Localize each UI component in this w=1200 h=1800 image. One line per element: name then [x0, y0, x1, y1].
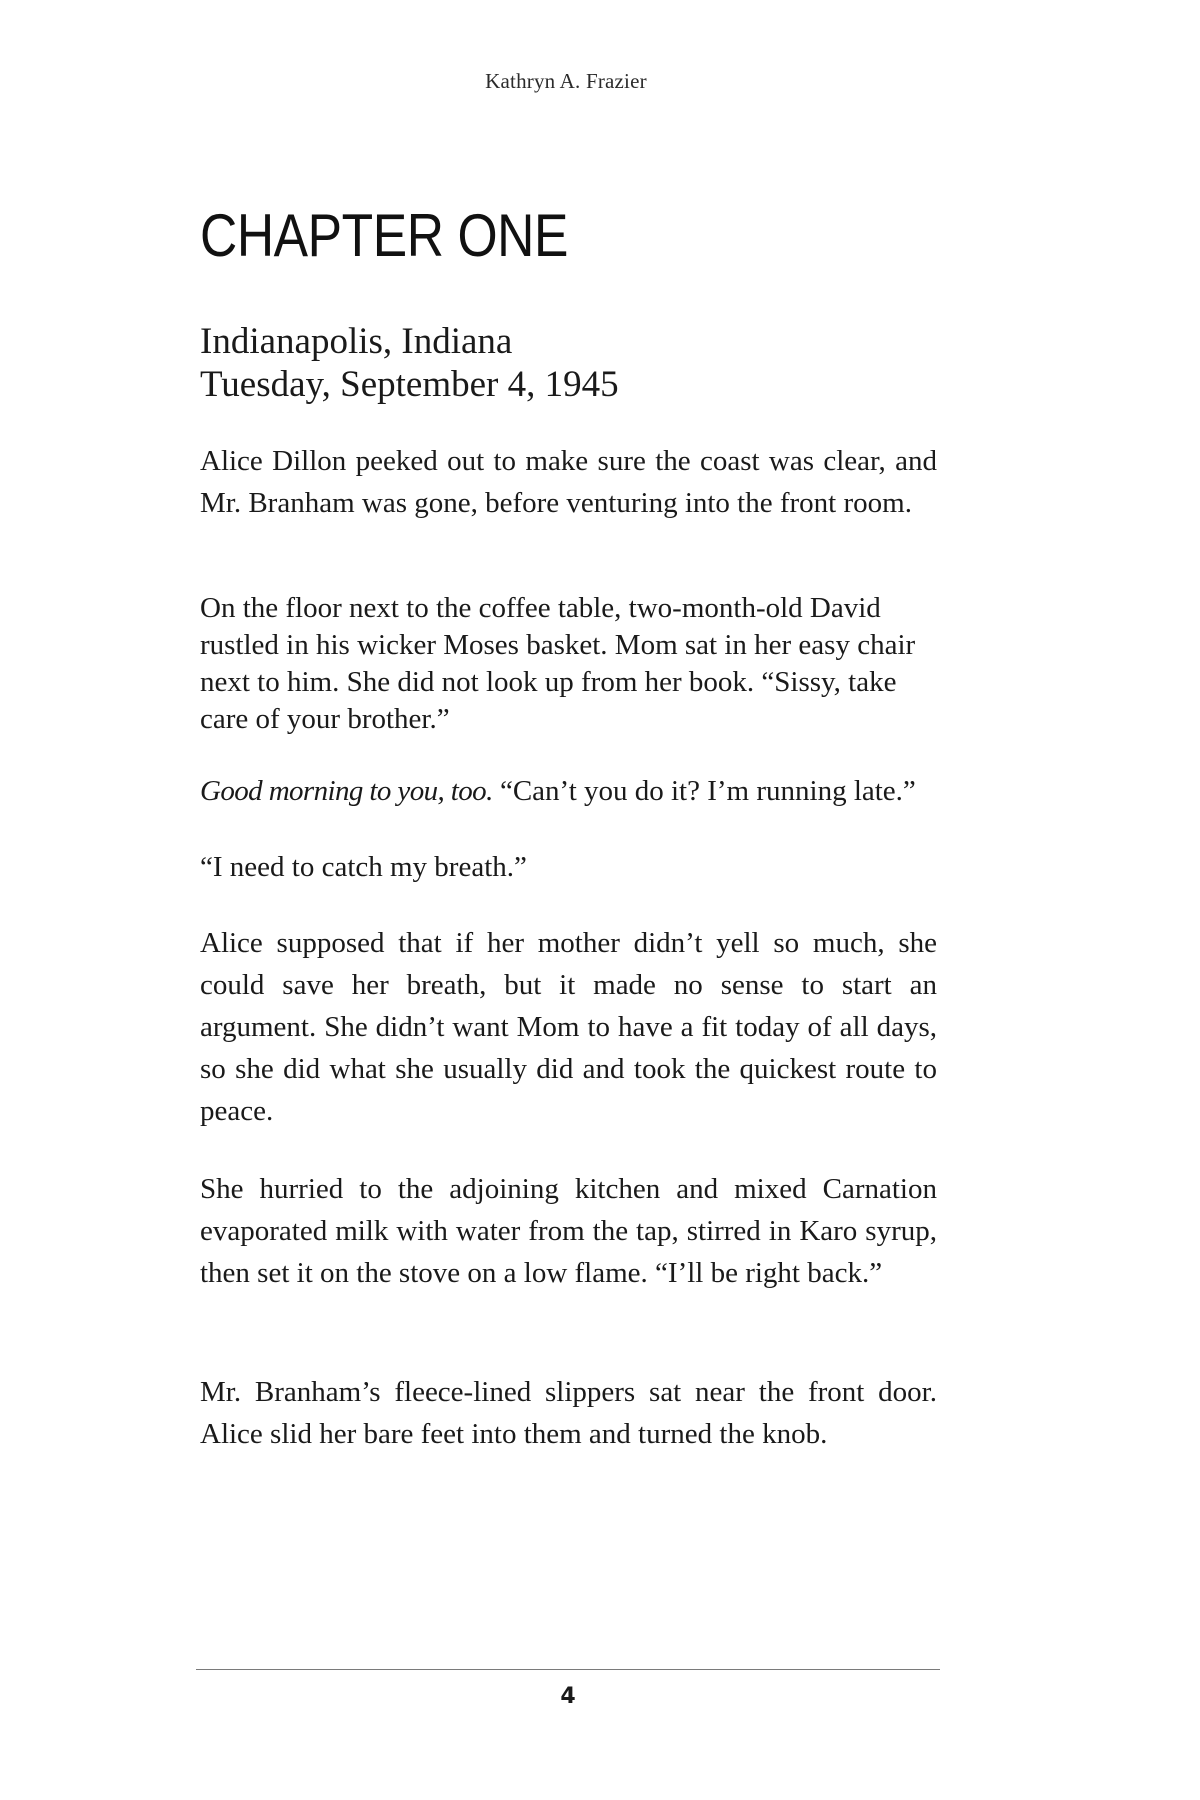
- paragraph-3-inner-thought: Good morning to you, too.: [200, 775, 493, 807]
- paragraph-5: Alice supposed that if her mother didn’t yell so much, she could save her breath, but it made no sense to start an argument. She didn’t want Mom to have a fit today of all days, so she did what she usually did and took the quickest route to peace.: [200, 927, 937, 1127]
- paragraph-4: “I need to catch my breath.”: [200, 851, 527, 883]
- location-city: Indianapolis, Indiana: [200, 321, 513, 362]
- running-header-author: Kathryn A. Frazier: [485, 69, 647, 93]
- chapter-title: CHAPTER ONE: [200, 202, 568, 269]
- page-number: 4: [560, 1684, 576, 1709]
- paragraph-2: On the floor next to the coffee table, two-month-old David rustled in his wicker Moses basket. Mom sat in her easy chair next to him. She did not look up from her book. “Sissy, take care of your brother.”: [200, 592, 916, 735]
- paragraph-3-dialogue: “Can’t you do it? I’m running late.”: [492, 775, 916, 807]
- paragraph-7: Mr. Branham’s fleece-lined slippers sat near the front door. Alice slid her bare feet into them and turned the knob.: [200, 1376, 937, 1450]
- chapter-location-date: [200, 320, 619, 406]
- footer-divider: [196, 1669, 940, 1670]
- paragraph-3: [200, 770, 937, 812]
- paragraph-6: She hurried to the adjoining kitchen and mixed Carnation evaporated milk with water from the tap, stirred in Karo syrup, then set it on the stove on a low flame. “I’ll be right back.”: [200, 1173, 937, 1289]
- location-date: Tuesday, September 4, 1945: [200, 364, 619, 405]
- paragraph-1: Alice Dillon peeked out to make sure the coast was clear, and Mr. Branham was gone, before venturing into the front room.: [200, 445, 937, 519]
